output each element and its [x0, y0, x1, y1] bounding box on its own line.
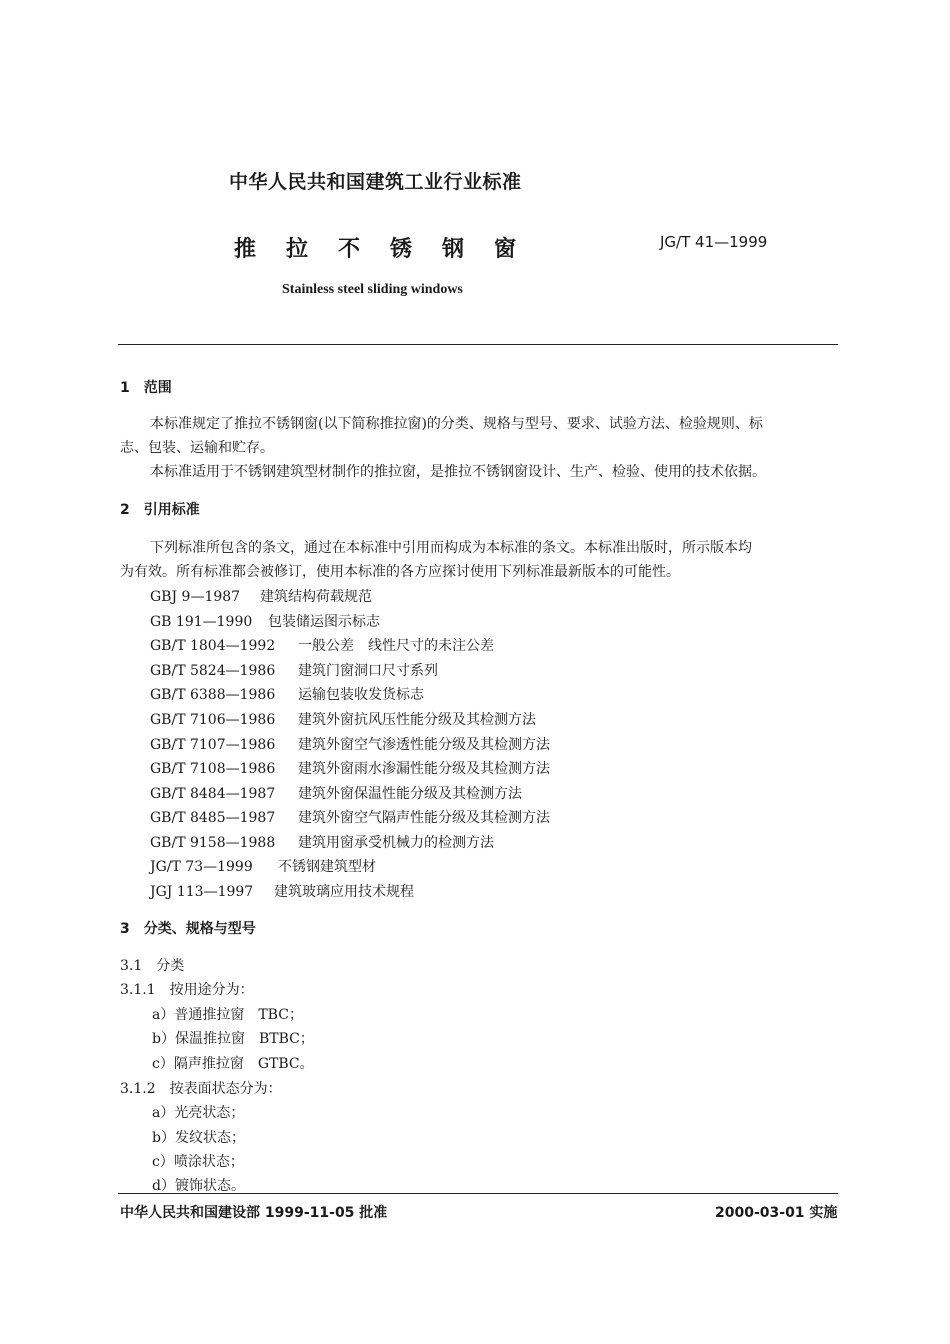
reference-code: GB/T 7108—1986: [150, 761, 276, 777]
reference-item: [150, 832, 494, 852]
reference-item: [150, 660, 438, 680]
reference-code: GB/T 5824—1986: [150, 663, 276, 679]
reference-name: 一般公差 线性尺寸的未注公差: [298, 638, 494, 654]
reference-name: 不锈钢建筑型材: [278, 859, 376, 875]
clause-3-1: 3.1 分类: [120, 958, 185, 974]
list-item: c）隔声推拉窗 GTBC。: [152, 1056, 314, 1072]
section-1-para-1-line-2: 志、包装、运输和贮存。: [120, 440, 274, 456]
reference-name: 建筑外窗空气渗透性能分级及其检测方法: [298, 737, 550, 753]
reference-item: [150, 807, 550, 827]
section-2-para-line-1: 下列标准所包含的条文，通过在本标准中引用而构成为本标准的条文。本标准出版时，所示版本均: [150, 540, 752, 556]
reference-item: [150, 856, 376, 876]
reference-name: 建筑外窗雨水渗漏性能分级及其检测方法: [298, 761, 550, 777]
reference-name: 运输包装收发货标志: [298, 687, 424, 703]
header-divider: [118, 344, 838, 345]
reference-code: GB 191—1990: [150, 614, 253, 630]
reference-name: 建筑外窗抗风压性能分级及其检测方法: [298, 712, 536, 728]
section-1-para-2: 本标准适用于不锈钢建筑型材制作的推拉窗，是推拉不锈钢窗设计、生产、检验、使用的技术依据。: [150, 464, 766, 480]
document-title-zh: 推拉不锈钢窗: [234, 237, 547, 262]
reference-code: GB/T 7106—1986: [150, 712, 276, 728]
section-2-para-line-2: 为有效。所有标准都会被修订，使用本标准的各方应探讨使用下列标准最新版本的可能性。: [120, 564, 680, 580]
reference-item: [150, 734, 550, 754]
section-1-para-1-line-1: 本标准规定了推拉不锈钢窗(以下简称推拉窗)的分类、规格与型号、要求、试验方法、检验规则、标: [150, 416, 763, 432]
reference-name: 建筑玻璃应用技术规程: [274, 884, 414, 900]
reference-name: 建筑用窗承受机械力的检测方法: [298, 835, 494, 851]
reference-code: JGJ 113—1997: [150, 884, 254, 900]
document-title-en: Stainless steel sliding windows: [282, 282, 463, 297]
list-item: b）保温推拉窗 BTBC；: [152, 1031, 314, 1047]
reference-code: GB/T 8484—1987: [150, 786, 276, 802]
reference-name: 包装储运图示标志: [268, 614, 380, 630]
reference-code: GB/T 7107—1986: [150, 737, 276, 753]
reference-item: [150, 758, 550, 778]
reference-code: JG/T 73—1999: [150, 859, 253, 875]
list-item: a）光亮状态；: [152, 1105, 245, 1121]
section-1-heading: 1 范围: [120, 380, 172, 396]
reference-code: GB/T 8485—1987: [150, 810, 276, 826]
reference-code: GB/T 9158—1988: [150, 835, 276, 851]
reference-name: 建筑结构荷载规范: [260, 589, 372, 605]
standard-code: JG/T 41—1999: [660, 233, 768, 251]
list-item: b）发纹状态；: [152, 1130, 245, 1146]
clause-3-1-2: 3.1.2 按表面状态分为：: [120, 1081, 282, 1097]
reference-code: GB/T 6388—1986: [150, 687, 276, 703]
section-2-heading: 2 引用标准: [120, 502, 200, 518]
approval-line: 中华人民共和国建设部 1999-11-05 批准: [120, 1205, 388, 1221]
reference-name: 建筑外窗保温性能分级及其检测方法: [298, 786, 522, 802]
footer-divider: [118, 1193, 838, 1194]
effective-date: 2000-03-01 实施: [715, 1205, 838, 1221]
section-3-heading: 3 分类、规格与型号: [120, 921, 256, 937]
reference-item: [150, 684, 424, 704]
reference-name: 建筑门窗洞口尺寸系列: [298, 663, 438, 679]
reference-name: 建筑外窗空气隔声性能分级及其检测方法: [298, 810, 550, 826]
reference-item: [150, 611, 380, 631]
reference-item: [150, 881, 414, 901]
clause-3-1-1: 3.1.1 按用途分为：: [120, 982, 254, 998]
reference-item: [150, 586, 372, 606]
reference-code: GB/T 1804—1992: [150, 638, 276, 654]
reference-code: GBJ 9—1987: [150, 589, 241, 605]
reference-item: [150, 709, 536, 729]
issuing-authority-header: 中华人民共和国建筑工业行业标准: [229, 171, 522, 193]
list-item: c）喷涂状态；: [152, 1154, 244, 1170]
reference-item: [150, 635, 494, 655]
list-item: a）普通推拉窗 TBC；: [152, 1007, 303, 1023]
reference-item: [150, 783, 522, 803]
list-item: d）镀饰状态。: [152, 1178, 245, 1194]
